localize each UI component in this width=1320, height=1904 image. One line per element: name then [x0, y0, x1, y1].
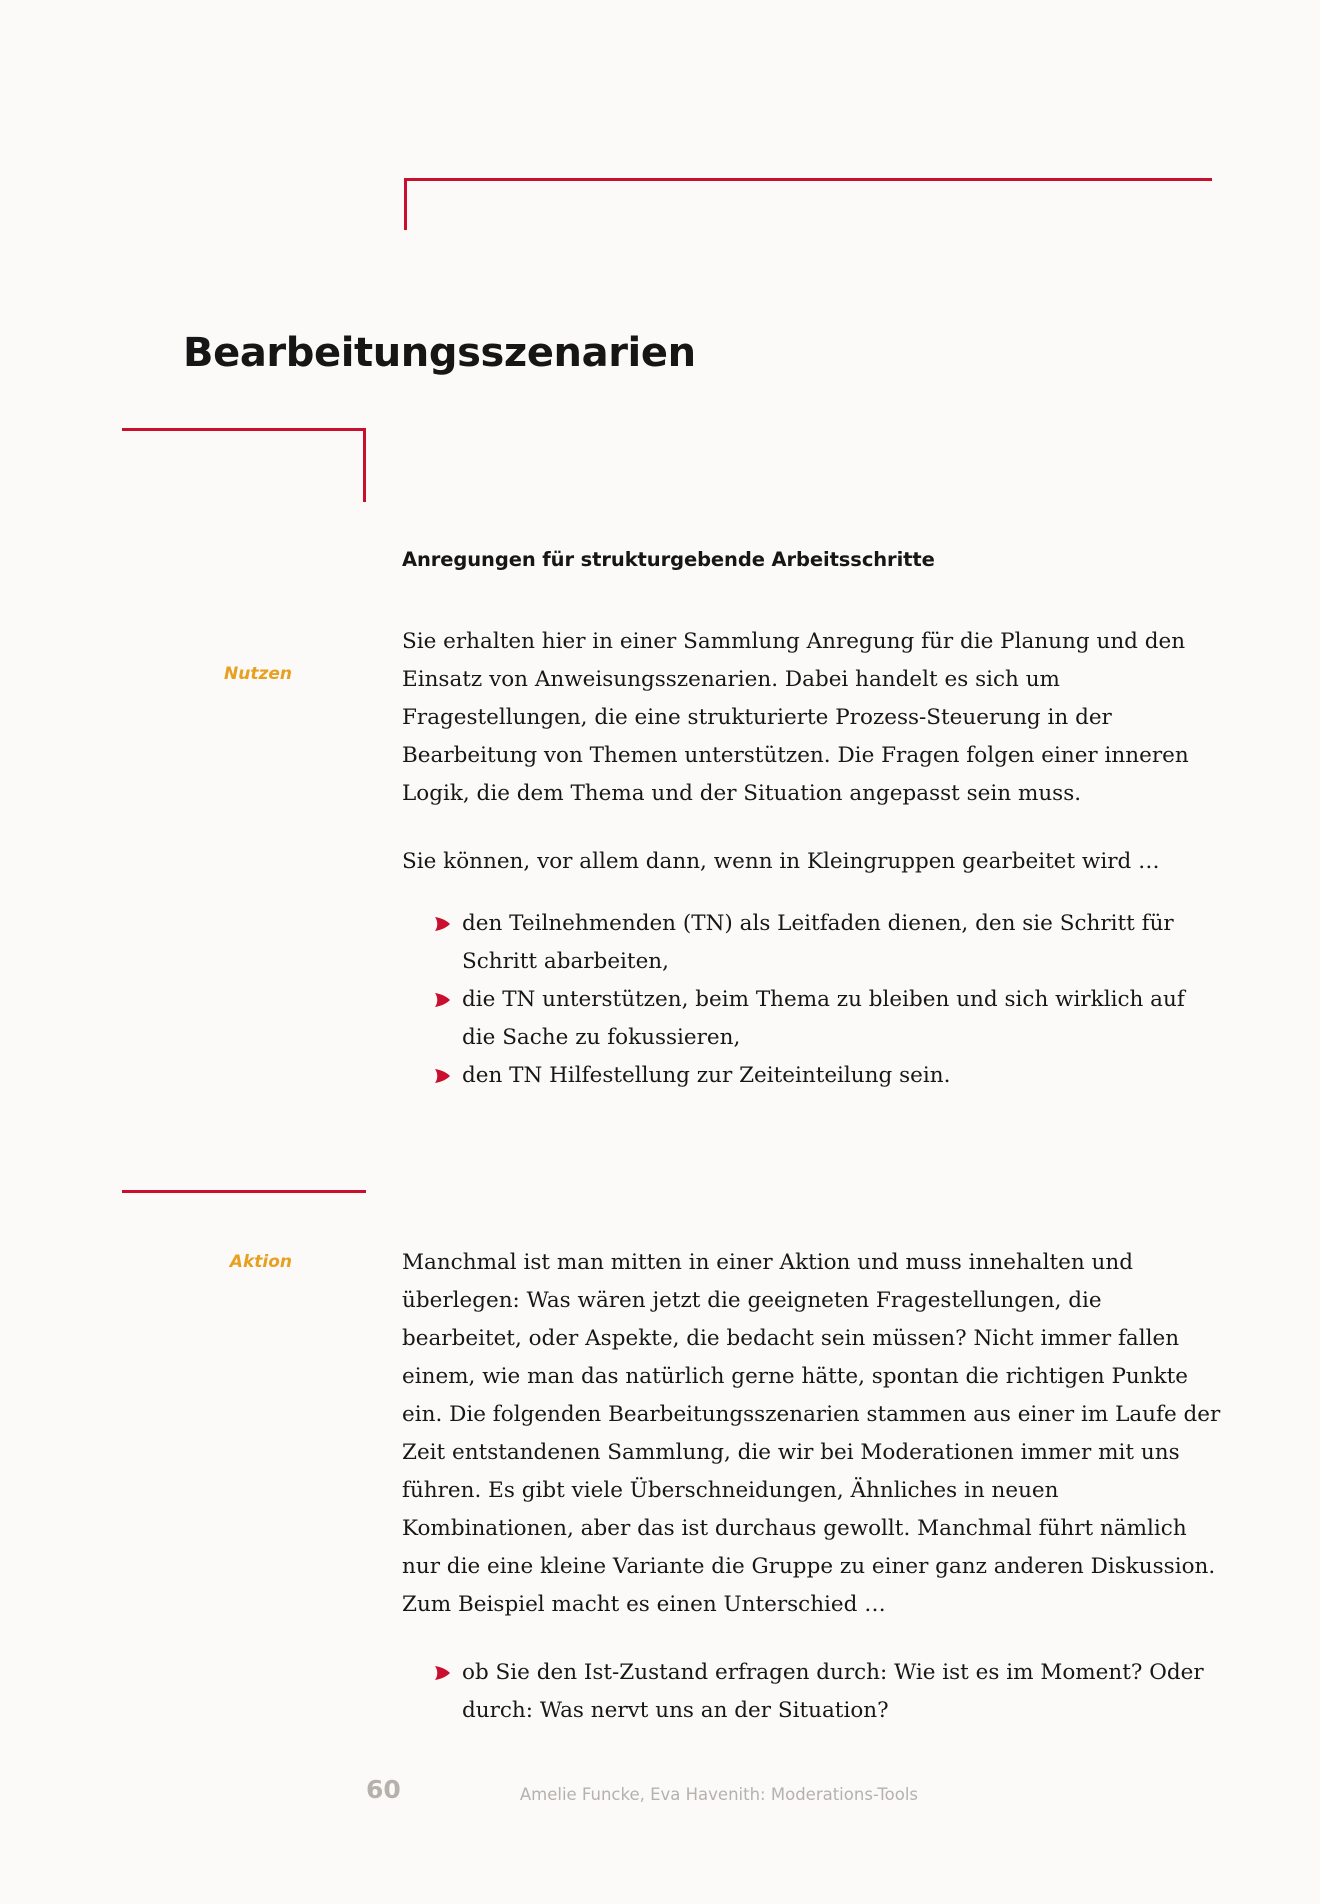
section-nutzen	[402, 548, 1212, 1095]
bullet-list	[402, 1654, 1222, 1730]
list-item	[434, 905, 1212, 981]
section-aktion	[402, 1244, 1222, 1730]
page-number: 60	[366, 1775, 401, 1804]
list-item	[434, 1654, 1222, 1730]
mid-rule	[122, 428, 366, 431]
list-item-text: den TN Hilfestellung zur Zeiteinteilung sein.	[462, 1063, 951, 1088]
footer-credit: Amelie Funcke, Eva Havenith: Moderations-Tools	[519, 1785, 918, 1804]
section-subheading: Anregungen für strukturgebende Arbeitsschritte	[402, 548, 935, 571]
divider-rule	[122, 1190, 366, 1193]
list-item-text: die TN unterstützen, beim Thema zu bleiben und sich wirklich auf die Sache zu fokussieren,	[462, 987, 1185, 1050]
list-item	[434, 981, 1212, 1057]
bullet-list	[402, 905, 1212, 1095]
list-item	[434, 1057, 1212, 1095]
section-label-nutzen: Nutzen	[224, 664, 292, 684]
list-item-text: ob Sie den Ist-Zustand erfragen durch: Wie ist es im Moment? Oder durch: Was nervt uns an der Situation?	[462, 1660, 1204, 1723]
paragraph: Sie erhalten hier in einer Sammlung Anregung für die Planung und den Einsatz von Anweisungsszenarien. Dabei handelt es sich um Fragestellungen, die eine strukturierte Prozess-Steuerung in der Bearbeitung von Themen unterstützen. Die Fragen folgen einer inneren Logik, die dem Thema und der Situation angepasst sein muss.	[402, 629, 1189, 806]
section-label-aktion: Aktion	[229, 1252, 292, 1272]
mid-rule-tick	[363, 428, 366, 502]
list-item-text: den Teilnehmenden (TN) als Leitfaden dienen, den sie Schritt für Schritt abarbeiten,	[462, 911, 1174, 974]
paragraph: Manchmal ist man mitten in einer Aktion und muss innehalten und überlegen: Was wären jetzt die geeigneten Fragestellungen, die bearbeitet, oder Aspekte, die bedacht sein müssen? Nicht immer fallen einem, wie man das natürlich gerne hätte, spontan die richtigen Punkte ein. Die folgenden Bearbeitungsszenarien stammen aus einer im Laufe der Zeit entstandenen Sammlung, die wir bei Moderationen immer mit uns führen. Es gibt viele Überschneidungen, Ähnliches in neuen Kombinationen, aber das ist durchaus gewollt. Manchmal führt nämlich nur die eine kleine Variante die Gruppe zu einer ganz anderen Diskussion. Zum Beispiel macht es einen Unterschied …	[402, 1250, 1221, 1617]
page-title: Bearbeitungsszenarien	[183, 329, 696, 376]
top-rule-tick	[404, 178, 407, 230]
top-rule	[404, 178, 1212, 181]
paragraph: Sie können, vor allem dann, wenn in Kleingruppen gearbeitet wird …	[402, 849, 1160, 874]
